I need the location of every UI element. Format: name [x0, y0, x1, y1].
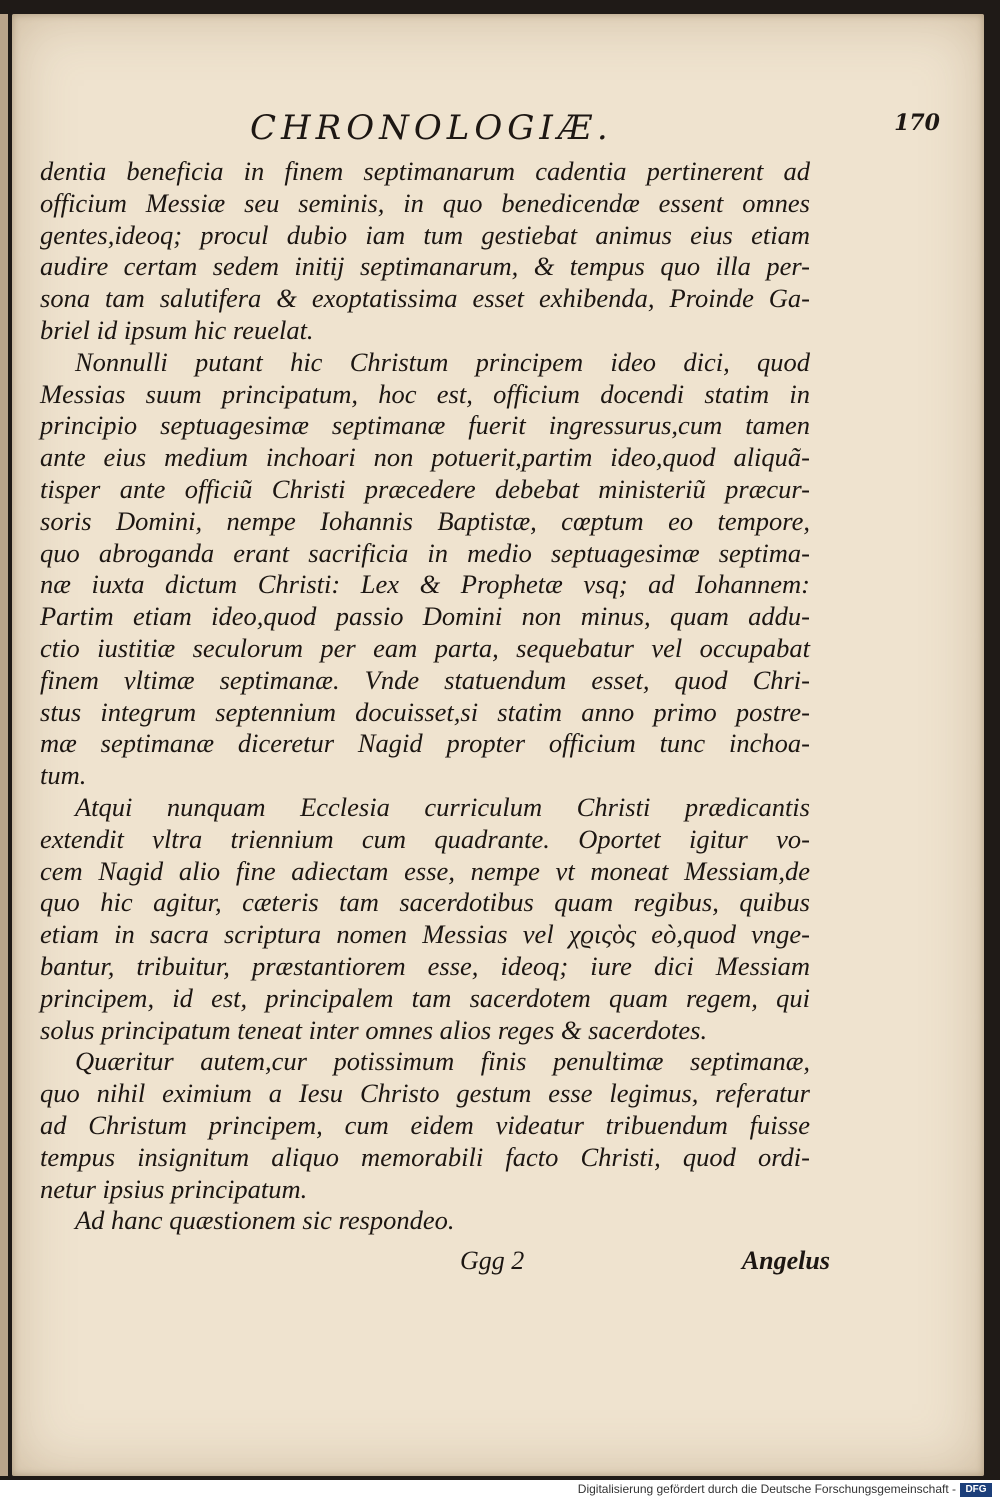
text-line: quo hic agitur, cæteris tam sacerdotibus quam regibus, quibus: [40, 887, 810, 918]
text-line: quo nihil eximium a Iesu Christo gestum esse legimus, referatur: [40, 1078, 810, 1109]
page-header: [40, 108, 940, 158]
text-line: tisper ante officiũ Christi præcedere debebat ministeriũ præcur-: [40, 473, 810, 504]
catchword: Angelus: [741, 1246, 830, 1275]
text-line: finem vltimæ septimanæ. Vnde statuendum esset, quod Chri-: [40, 664, 810, 695]
text-line: briel id ipsum hic reuelat.: [40, 314, 314, 345]
text-line: sona tam salutifera & exoptatissima esset exhibenda, Proinde Ga-: [40, 283, 810, 314]
text-line: Messias suum principatum, hoc est, officium docendi statim in: [40, 378, 810, 409]
text-line: solus principatum teneat inter omnes alios reges & sacerdotes.: [40, 1014, 708, 1045]
text-line: netur ipsius principatum.: [40, 1173, 308, 1204]
text-line: ante eius medium inchoari non potuerit,partim ideo,quod aliquã-: [40, 442, 810, 473]
text-line: bantur, tribuitur, præstantiorem esse, ideoq; iure dici Messiam: [40, 950, 810, 981]
text-line: gentes,ideoq; procul dubio iam tum gestiebat animus eius etiam: [40, 219, 810, 250]
body-text: [40, 156, 810, 1237]
paragraph: [40, 347, 810, 792]
dfg-logo: DFG: [960, 1483, 992, 1497]
text-line: principem, id est, principalem tam sacerdotem quam regem, qui: [40, 982, 810, 1013]
text-line: Atqui nunquam Ecclesia curriculum Christi prædicantis: [75, 791, 810, 822]
text-line: mæ septimanæ diceretur Nagid propter officium tunc inchoa-: [40, 728, 810, 759]
text-line: dentia beneficia in finem septimanarum cadentia pertinerent ad: [40, 156, 810, 186]
text-line: soris Domini, nempe Iohannis Baptistæ, cœptum eo tempore,: [40, 505, 810, 536]
text-line: Nonnulli putant hic Christum principem ideo dici, quod: [75, 346, 810, 377]
text-line: ctio iustitiæ seculorum per eam parta, sequebatur vel occupabat: [40, 632, 810, 663]
text-line: Quæritur autem,cur potissimum finis penultimæ septimanæ,: [75, 1046, 810, 1077]
running-title: CHRONOLOGIÆ.: [250, 108, 613, 148]
text-line: Ad hanc quæstionem sic respondeo.: [75, 1205, 455, 1236]
text-line: audire certam sedem initij septimanarum, & tempus quo illa per-: [40, 251, 810, 282]
paragraph: [40, 1205, 810, 1237]
paragraph: [40, 156, 810, 347]
text-line: tempus insignitum aliquo memorabili facto Christi, quod ordi-: [40, 1141, 810, 1172]
page-number: 170: [894, 110, 940, 136]
signature-mark: Ggg 2: [460, 1246, 525, 1275]
text-line: extendit vltra triennium cum quadrante. Oportet igitur vo-: [40, 823, 810, 854]
text-line: tum.: [40, 760, 87, 791]
paragraph: [40, 1046, 810, 1205]
text-line: officium Messiæ seu seminis, in quo benedicendæ essent omnes: [40, 187, 810, 218]
text-line: stus integrum septennium docuisset,si statim anno primo postre-: [40, 696, 810, 727]
text-line: principio septuagesimæ septimanæ fuerit ingressurus,cum tamen: [40, 410, 810, 441]
text-line: etiam in sacra scriptura nomen Messias vel χϱιςὸς eò,quod vnge-: [40, 919, 810, 950]
binding-edge: [0, 14, 8, 1476]
paragraph: [40, 792, 810, 1046]
text-line: quo abroganda erant sacrificia in medio septuagesimæ septima-: [40, 537, 810, 568]
text-line: Partim etiam ideo,quod passio Domini non minus, quam addu-: [40, 601, 810, 632]
credit-bar: [0, 1480, 1000, 1501]
funding-credit: Digitalisierung gefördert durch die Deutsche Forschungsgemeinschaft -: [577, 1482, 956, 1496]
page-footer: [40, 1246, 830, 1286]
text-line: næ iuxta dictum Christi: Lex & Prophetæ vsq; ad Iohannem:: [40, 569, 810, 600]
text-line: ad Christum principem, cum eidem videatur tribuendum fuisse: [40, 1109, 810, 1140]
text-line: cem Nagid alio fine adiectam esse, nempe vt moneat Messiam,de: [40, 855, 810, 886]
